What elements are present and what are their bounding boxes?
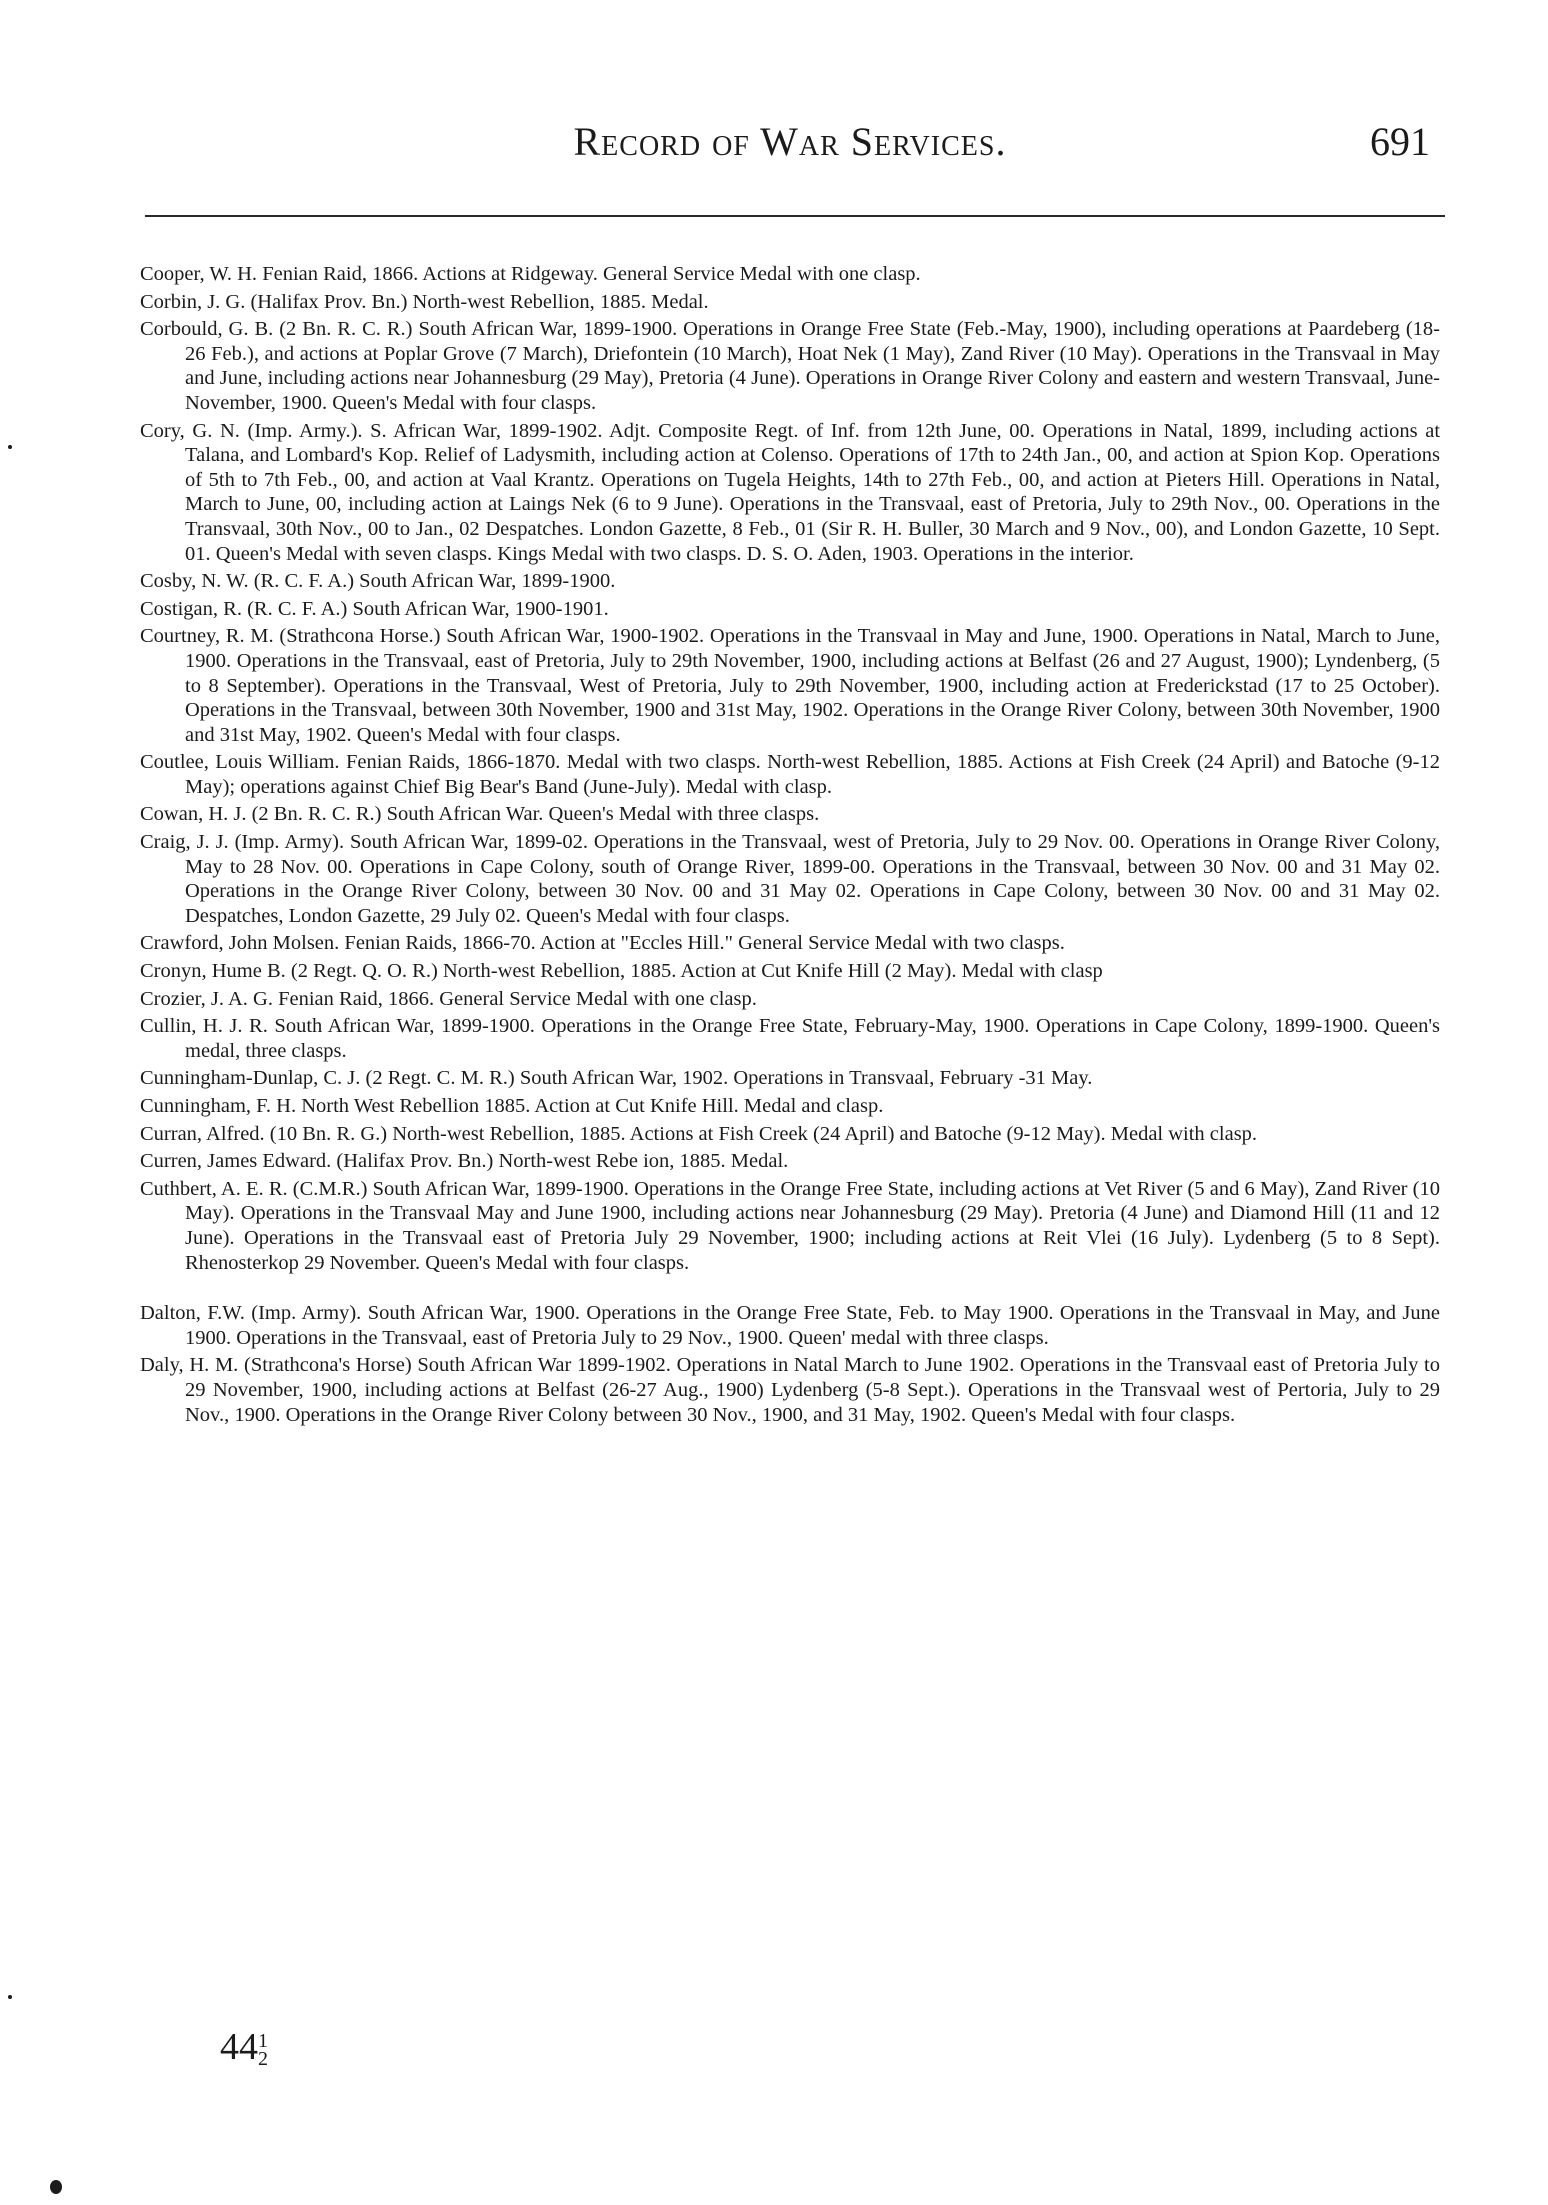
record-entry (140, 1301, 1440, 1350)
scan-speck (8, 1995, 12, 1999)
entry-text: (2 Regt. Q. O. R.) North-west Rebellion, 1885. Action at Cut Knife Hill (2 May). Medal with clasp (290, 960, 1103, 983)
record-entry (140, 419, 1440, 567)
record-entry (140, 624, 1440, 747)
record-entry (140, 959, 1440, 984)
record-entry (140, 1014, 1440, 1063)
record-entry (140, 802, 1440, 827)
entry-name: Daly, H. M. (140, 1354, 239, 1377)
entry-name: Cory, G. N. (140, 419, 240, 442)
entry-text: Fenian Raids, 1866-1870. Medal with two clasps. North-west Rebellion, 1885. Actions at Fish Creek (24 April) and Batoche (9-12 May); operations against Chief Big Bear's Band (June-July). Medal with clasp. (185, 751, 1441, 798)
entry-text: (Imp. Army). South African War, 1900. Operations in the Orange Free State, Feb. to May 1900. Operations in the Transvaal in May, and June 1900. Operations in the Transvaal, east of Pretoria July to 29 Nov., 1900. Queen' medal with three clasps. (185, 1302, 1440, 1349)
record-entry (140, 1094, 1440, 1119)
entry-name: Corbould, G. B. (140, 318, 274, 341)
entry-text: (2 Regt. C. M. R.) South African War, 1902. Operations in Transvaal, February -31 May. (365, 1067, 1093, 1090)
entry-text: (Strathcona's Horse) South African War 1899-1902. Operations in Natal March to June 1902. Operations in the Transvaal east of Pretoria July to 29 November, 1900, including actions at Belfast (26-27 Aug., 1900) Lydenberg (5-8 Sept.). Operations in the Transvaal west of Pertoria, July to 29 Nov., 1900. Operations in the Orange River Colony between 30 Nov., 1900, and 31 May, 1902. Queen's Medal with four clasps. (185, 1354, 1441, 1426)
entry-text: (R. C. F. A.) South African War, 1900-1901. (247, 597, 609, 620)
record-entry (140, 1149, 1440, 1174)
record-entry (140, 830, 1440, 928)
signature-fraction (258, 2030, 268, 2071)
record-entry (140, 317, 1440, 415)
entry-name: Crozier, J. A. G. (140, 987, 273, 1010)
entry-text: (Halifax Prov. Bn.) North-west Rebe ion, 1885. Medal. (336, 1150, 789, 1173)
page-number: 691 (1370, 119, 1430, 164)
entry-text: (Imp. Army.). S. African War, 1899-1902. Adjt. Composite Regt. of Inf. from 12th June, 00. Operations in Natal, 1899, including actions at Talana, and Lombard's Kop. Relief of Ladysmith, including action at Colenso. Operations of 17th to 24th Jan., 00, and action at Spion Kop. Operations of 5th to 7th Feb., 00, and action at Vaal Krantz. Operations on Tugela Heights, 14th to 27th Feb., 00, and action at Pieters Hill. Operations in Natal, March to June, 00, including action at Laings Nek (6 to 9 June). Operations in the Transvaal, east of Pretoria, July to 29th Nov., 00. Operations in the Transvaal, 30th Nov., 00 to Jan., 02 Despatches. London Gazette, 8 Feb., 01 (Sir R. H. Buller, 30 March and 9 Nov., 00), and London Gazette, 10 Sept. 01. Queen's Medal with seven clasps. Kings Medal with two clasps. D. S. O. Aden, 1903. Operations in the interior. (185, 419, 1441, 565)
signature-fraction-bottom: 2 (258, 2048, 268, 2071)
entry-name: Cullin, H. J. R. (140, 1015, 268, 1038)
entry-name: Cunningham, F. H. (140, 1095, 297, 1117)
entry-text: South African War, 1899-1900. Operations in the Orange Free State, February-May, 1900. Operations in Cape Colony, 1899-1900. Queen's medal, three clasps. (185, 1015, 1440, 1062)
record-entry (140, 1177, 1440, 1275)
entry-name: Coutlee, Louis William. (140, 751, 340, 774)
entry-name: Cowan, H. J. (140, 803, 247, 826)
entry-text: (Halifax Prov. Bn.) North-west Rebellion, 1885. Medal. (250, 290, 709, 313)
entry-text: (10 Bn. R. G.) North-west Rebellion, 1885. Actions at Fish Creek (24 April) and Batoche (9-12 May). Medal with clasp. (269, 1122, 1258, 1145)
entry-name: Cooper, W. H. (140, 263, 258, 285)
record-entry (140, 262, 1440, 287)
header-rule (145, 215, 1445, 217)
entry-text: (C.M.R.) South African War, 1899-1900. Operations in the Orange Free State, including actions at Vet River (5 and 6 May), Zand River (10 May). Operations in the Transvaal May and June 1900, including actions near Johannesburg (29 May). Pretoria (4 June) and Diamond Hill (11 and 12 June). Operations in the Transvaal east of Pretoria July 29 November, 1900; including actions at Reit Vlei (16 July). Lydenberg (5 to 8 Sept). Rhenosterkop 29 November. Queen's Medal with four clasps. (185, 1177, 1441, 1274)
entry-text: (R. C. F. A.) South African War, 1899-1900. (253, 570, 616, 593)
entry-name: Costigan, R. (140, 597, 242, 620)
entry-name: Corbin, J. G. (140, 290, 246, 313)
record-entry (140, 1122, 1440, 1147)
scan-speck (50, 2180, 62, 2194)
entry-text: Fenian Raid, 1866. Actions at Ridgeway. General Service Medal with one clasp. (262, 263, 921, 285)
entry-name: Crawford, John Molsen. (140, 932, 340, 955)
entry-name: Dalton, F.W. (140, 1302, 245, 1325)
running-title: Record of War Services. (573, 119, 1007, 164)
sheet-signature (220, 2025, 268, 2069)
record-entries (140, 262, 1440, 1430)
signature-fraction-top: 1 (258, 2030, 268, 2053)
record-entry (140, 1066, 1440, 1091)
record-entry (140, 750, 1440, 799)
entry-text: (2 Bn. R. C. R.) South African War, 1899-1900. Operations in Orange Free State (Feb.-May, 1900), including operations at Paardeberg (18-26 Feb.), and actions at Poplar Grove (7 March), Driefontein (10 March), Hoat Nek (1 May), Zand River (10 May). Operations in the Transvaal in May and June, including actions near Johannesburg (29 May), Pretoria (4 June). Operations in Orange River Colony and eastern and western Transvaal, June-November, 1900. Queen's Medal with four clasps. (185, 318, 1440, 414)
entry-name: Curren, James Edward. (140, 1150, 332, 1173)
entry-text: (Imp. Army). South African War, 1899-02. Operations in the Transvaal, west of Pretoria, July to 29 Nov. 00. Operations in Orange River Colony, May to 28 Nov. 00. Operations in Cape Colony, south of Orange River, 1899-00. Operations in the Transvaal, between 30 Nov. 00 and 31 May 02. Operations in the Orange River Colony, between 30 Nov. 00 and 31 May 02. Operations in Cape Colony, between 30 Nov. 00 and 31 May 02. Despatches, London Gazette, 29 July 02. Queen's Medal with four clasps. (185, 831, 1440, 927)
entry-name: Courtney, R. M. (140, 625, 274, 648)
entry-text: (Strathcona Horse.) South African War, 1900-1902. Operations in the Transvaal in May and June, 1900. Operations in Natal, March to June, 1900. Operations in the Transvaal, east of Pretoria, July to 29th November, 1900, including actions at Belfast (26 and 27 August, 1900); Lyndenberg, (5 to 8 September). Operations in the Transvaal, West of Pretoria, July to 29th November, 1900, including action at Frederickstad (17 to 25 October). Operations in the Transvaal, between 30th November, 1900 and 31st May, 1902. Operations in the Orange River Colony, between 30th November, 1900 and 31st May, 1902. Queen's Medal with four clasps. (185, 625, 1440, 746)
entry-text: North West Rebellion 1885. Action at Cut Knife Hill. Medal and clasp. (301, 1095, 884, 1117)
entry-name: Cunningham-Dunlap, C. J. (140, 1067, 361, 1090)
entry-name: Cuthbert, A. E. R. (140, 1177, 288, 1200)
record-entry (140, 1353, 1440, 1427)
entry-text: Fenian Raids, 1866-70. Action at "Eccles Hill." General Service Medal with two clasps. (344, 932, 1065, 955)
page-header (140, 118, 1440, 178)
entry-text: (2 Bn. R. C. R.) South African War. Queen's Medal with three clasps. (251, 803, 820, 826)
entry-name: Craig, J. J. (140, 831, 229, 854)
entry-name: Curran, Alfred. (140, 1122, 265, 1145)
record-entry (140, 597, 1440, 622)
signature-number: 44 (220, 2026, 258, 2068)
record-entry (140, 290, 1440, 315)
entry-text: Fenian Raid, 1866. General Service Medal with one clasp. (278, 987, 757, 1010)
entry-name: Cronyn, Hume B. (140, 960, 286, 983)
scan-speck (8, 445, 12, 449)
record-entry (140, 569, 1440, 594)
record-entry (140, 931, 1440, 956)
record-entry (140, 987, 1440, 1012)
entry-name: Cosby, N. W. (140, 570, 249, 593)
